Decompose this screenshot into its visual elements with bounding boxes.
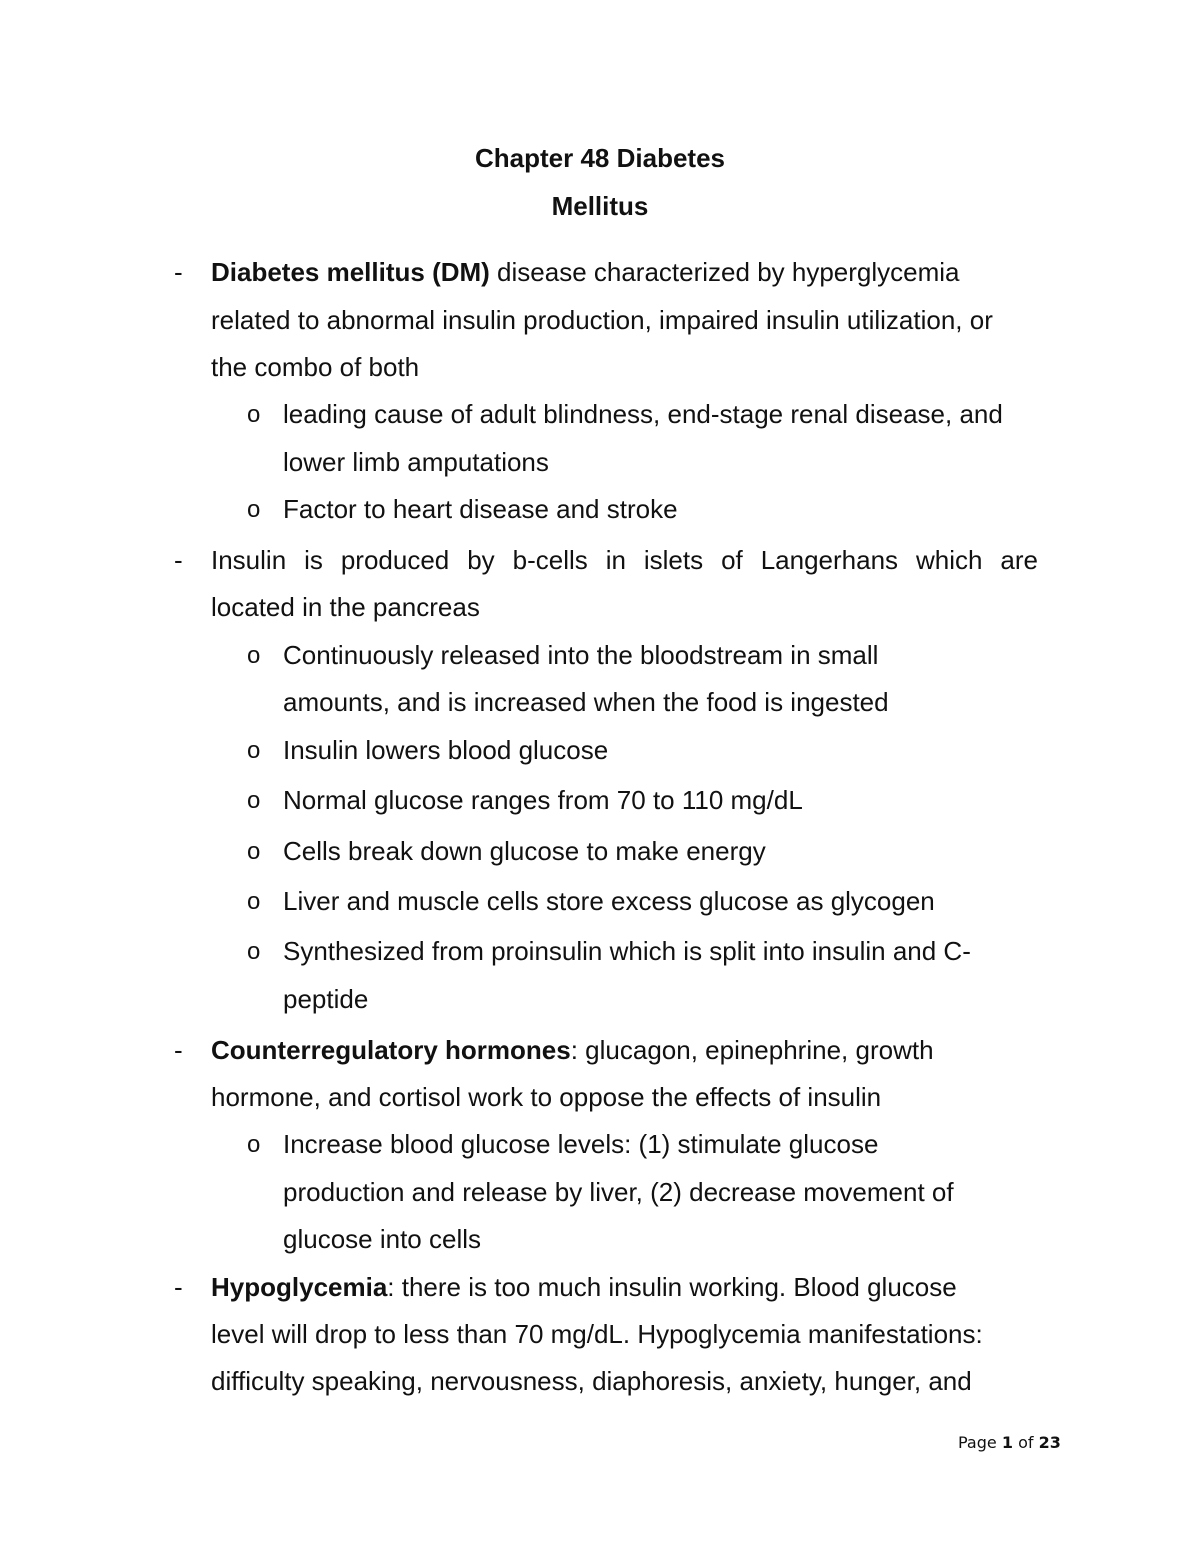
circle-bullet: o <box>247 1131 261 1158</box>
insulin-sub1-line1: Continuously released into the bloodstream in small <box>283 640 879 670</box>
insulin-sub4: Cells break down glucose to make energy <box>283 836 766 866</box>
circle-bullet: o <box>247 938 261 965</box>
circle-bullet: o <box>247 642 261 669</box>
dash-bullet: - <box>174 1272 183 1302</box>
dash-bullet: - <box>174 545 183 575</box>
counter-sub1-line3: glucose into cells <box>283 1224 481 1254</box>
hypo-line1 <box>211 1272 957 1302</box>
counter-term: Counterregulatory hormones <box>211 1035 571 1065</box>
counter-sub1-line2: production and release by liver, (2) decrease movement of <box>283 1177 954 1207</box>
insulin-sub6-line1: Synthesized from proinsulin which is split into insulin and C- <box>283 936 971 966</box>
circle-bullet: o <box>247 787 261 814</box>
footer-page-current: 1 <box>1001 1433 1013 1452</box>
counter-line2: hormone, and cortisol work to oppose the effects of insulin <box>211 1082 882 1112</box>
circle-bullet: o <box>247 838 261 865</box>
dm-definition-line2: related to abnormal insulin production, impaired insulin utilization, or <box>211 305 993 335</box>
dm-definition-line1 <box>211 257 1038 287</box>
insulin-sub3: Normal glucose ranges from 70 to 110 mg/dL <box>283 785 803 815</box>
circle-bullet: o <box>247 737 261 764</box>
dash-bullet: - <box>174 257 183 287</box>
circle-bullet: o <box>247 401 261 428</box>
dm-sub2: Factor to heart disease and stroke <box>283 494 678 524</box>
document-title-line1: Chapter 48 Diabetes <box>475 143 725 173</box>
footer-page-word: Page <box>958 1433 997 1452</box>
dm-term: Diabetes mellitus (DM) <box>211 257 490 287</box>
dm-sub1-line1: leading cause of adult blindness, end-stage renal disease, and <box>283 399 1003 429</box>
insulin-sub1-line2: amounts, and is increased when the food is ingested <box>283 687 889 717</box>
counter-line1 <box>211 1035 934 1065</box>
footer-of-word: of <box>1018 1433 1034 1452</box>
insulin-sub5: Liver and muscle cells store excess glucose as glycogen <box>283 886 935 916</box>
insulin-line2: located in the pancreas <box>211 592 480 622</box>
circle-bullet: o <box>247 496 261 523</box>
hypo-line2: level will drop to less than 70 mg/dL. Hypoglycemia manifestations: <box>211 1319 983 1349</box>
hypo-line1-rest: : there is too much insulin working. Blood glucose <box>387 1272 957 1302</box>
insulin-sub2: Insulin lowers blood glucose <box>283 735 609 765</box>
dm-definition-line3: the combo of both <box>211 352 420 382</box>
page-footer <box>958 1433 1061 1453</box>
document-title-line2: Mellitus <box>551 191 649 221</box>
counter-sub1-line1: Increase blood glucose levels: (1) stimulate glucose <box>283 1129 879 1159</box>
footer-page-total: 23 <box>1038 1433 1061 1452</box>
dash-bullet: - <box>174 1035 183 1065</box>
insulin-sub6-line2: peptide <box>283 984 369 1014</box>
dm-sub1-line2: lower limb amputations <box>283 447 549 477</box>
hypo-term: Hypoglycemia <box>211 1272 388 1302</box>
counter-line1-rest: : glucagon, epinephrine, growth <box>570 1035 934 1065</box>
dm-definition-rest: disease characterized by hyperglycemia <box>489 257 960 287</box>
circle-bullet: o <box>247 888 261 915</box>
insulin-line1: Insulin is produced by b-cells in islets of Langerhans which are <box>211 545 1038 575</box>
hypo-line3: difficulty speaking, nervousness, diaphoresis, anxiety, hunger, and <box>211 1366 972 1396</box>
